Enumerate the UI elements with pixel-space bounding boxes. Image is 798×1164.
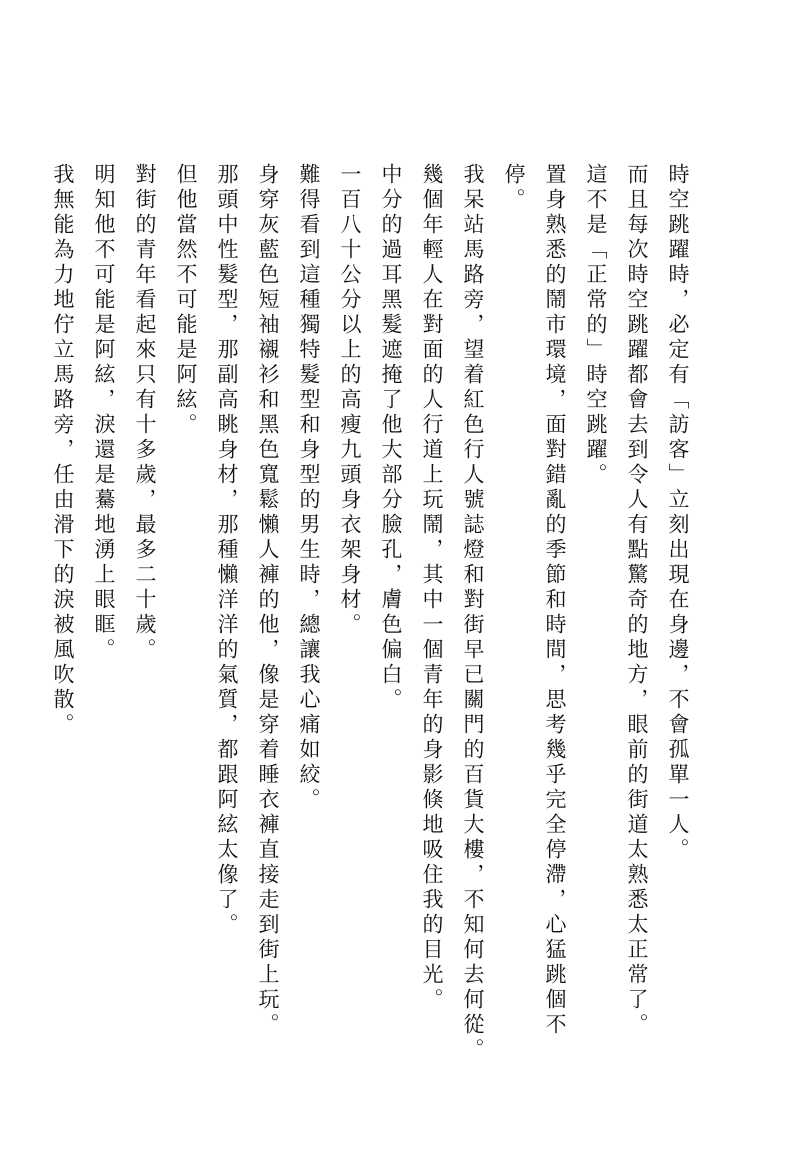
paragraph-12: 但他當然不可能是阿絃。 — [174, 163, 198, 438]
paragraph-1: 時空跳躍時，必定有「訪客」立刻出現在身邊，不會孤單一人。 — [666, 163, 690, 863]
paragraph-9: 難得看到這種獨特髮型和身型的男生時，總讓我心痛如絞。 — [297, 163, 321, 813]
paragraph-11: 那頭中性髮型，那副高眺身材，那種懶洋洋的氣質，都跟阿絃太像了。 — [215, 163, 239, 938]
paragraph-5: 我呆站馬路旁，望着紅色行人號誌燈和對街早已關門的百貨大樓，不知何去何從。 — [461, 163, 485, 1063]
vertical-text-body — [42, 163, 698, 1063]
paragraph-6: 幾個年輕人在對面的人行道上玩鬧，其中一個青年的身影倏地吸住我的目光。 — [420, 163, 444, 1013]
paragraph-13: 對街的青年看起來只有十多歲，最多二十歲。 — [133, 163, 157, 663]
paragraph-10: 身穿灰藍色短袖襯衫和黑色寬鬆懶人褲的他，像是穿着睡衣褲直接走到街上玩。 — [256, 163, 280, 1038]
paragraph-7: 中分的過耳黑髮遮掩了他大部分臉孔，膚色偏白。 — [379, 163, 403, 713]
paragraph-4: 置身熟悉的鬧市環境，面對錯亂的季節和時間，思考幾乎完全停滯，心猛跳個不停。 — [502, 163, 567, 1038]
paragraph-3: 這不是「正常的」時空跳躍。 — [584, 163, 608, 488]
paragraph-2: 而且每次時空跳躍都會去到令人有點驚奇的地方，眼前的街道太熟悉太正常了。 — [625, 163, 649, 1038]
paragraph-15: 我無能為力地佇立馬路旁，任由滑下的淚被風吹散。 — [51, 163, 75, 738]
paragraph-14: 明知他不可能是阿絃，淚還是驀地湧上眼眶。 — [92, 163, 116, 663]
paragraph-8: 一百八十公分以上的高瘦九頭身衣架身材。 — [338, 163, 362, 638]
